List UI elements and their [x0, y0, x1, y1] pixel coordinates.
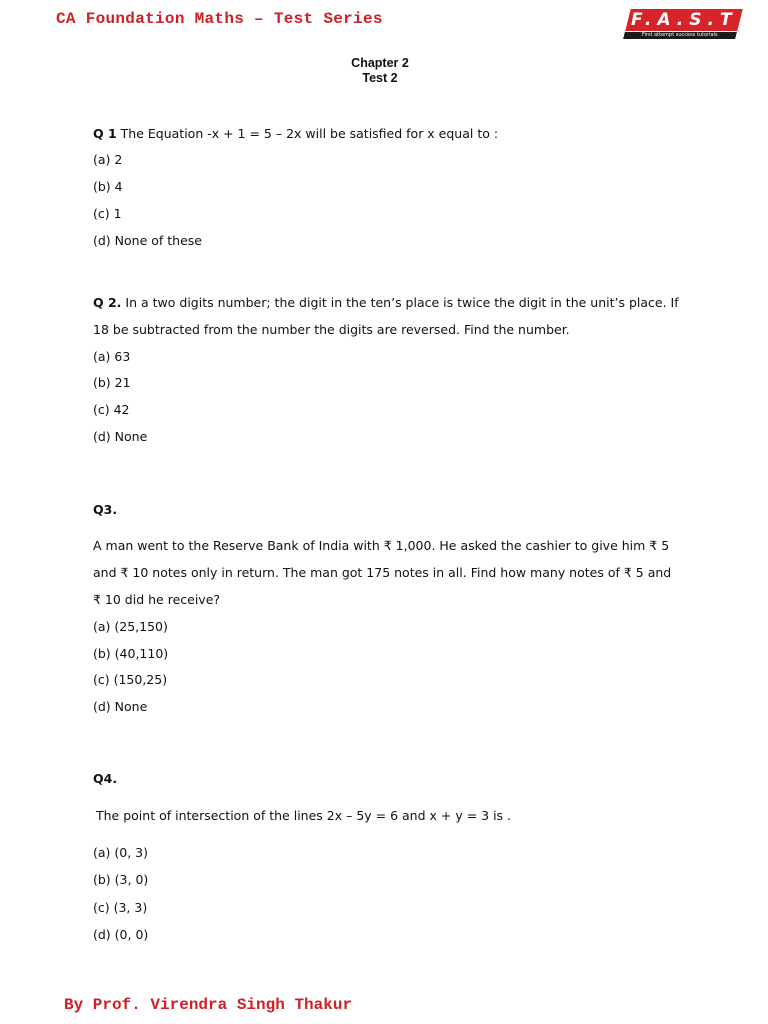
question-1-option-b: (b) 4: [93, 179, 123, 194]
question-2-option-b: (b) 21: [93, 375, 131, 390]
logo-banner: [625, 9, 742, 31]
logo-text: F.A.S.T: [630, 10, 738, 30]
question-4-option-b: (b) (3, 0): [93, 872, 149, 887]
question-4-option-a: (a) (0, 3): [93, 845, 148, 860]
question-3-line-2: and ₹ 10 notes only in return. The man got 175 notes in all. Find how many notes of ₹ 5 and: [93, 565, 672, 580]
question-2-option-d: (d) None: [93, 429, 148, 444]
author-footer: By Prof. Virendra Singh Thakur: [64, 996, 353, 1014]
question-4-option-d: (d) (0, 0): [93, 927, 149, 942]
question-2-line-1: In a two digits number; the digit in the ten’s place is twice the digit in the unit’s place. If: [125, 295, 679, 310]
question-3-number: Q3.: [93, 502, 118, 517]
question-1-option-a: (a) 2: [93, 152, 123, 167]
question-2-text: [93, 295, 679, 310]
question-4-option-c: (c) (3, 3): [93, 900, 148, 915]
chapter-title: Chapter 2: [351, 56, 409, 70]
question-3-option-d: (d) None: [93, 699, 148, 714]
question-4-line-1: The point of intersection of the lines 2x – 5y = 6 and x + y = 3 is .: [96, 808, 511, 823]
question-3-option-c: (c) (150,25): [93, 672, 168, 687]
logo-tagline-bar: [623, 32, 737, 39]
question-1-option-c: (c) 1: [93, 206, 122, 221]
question-3-line-3: ₹ 10 did he receive?: [93, 592, 221, 607]
question-1-text: [93, 126, 498, 141]
question-2-line-2: 18 be subtracted from the number the digits are reversed. Find the number.: [93, 322, 570, 337]
question-4-number: Q4.: [93, 771, 118, 786]
chapter-heading: [0, 56, 760, 86]
question-3-option-b: (b) (40,110): [93, 646, 169, 661]
test-title: Test 2: [362, 71, 398, 85]
question-1-line-1: The Equation -x + 1 = 5 – 2x will be satisfied for x equal to :: [120, 126, 499, 141]
question-1-option-d: (d) None of these: [93, 233, 202, 248]
header-title: CA Foundation Maths – Test Series: [56, 10, 383, 28]
question-2-option-a: (a) 63: [93, 349, 131, 364]
question-3-line-1: A man went to the Reserve Bank of India with ₹ 1,000. He asked the cashier to give him ₹ 5: [93, 538, 670, 553]
question-3-option-a: (a) (25,150): [93, 619, 168, 634]
question-1-number: Q 1: [93, 126, 117, 141]
fast-logo: [624, 9, 740, 39]
logo-tagline: First attempt success tutorials: [642, 32, 718, 38]
question-2-number: Q 2.: [93, 295, 122, 310]
question-2-option-c: (c) 42: [93, 402, 130, 417]
